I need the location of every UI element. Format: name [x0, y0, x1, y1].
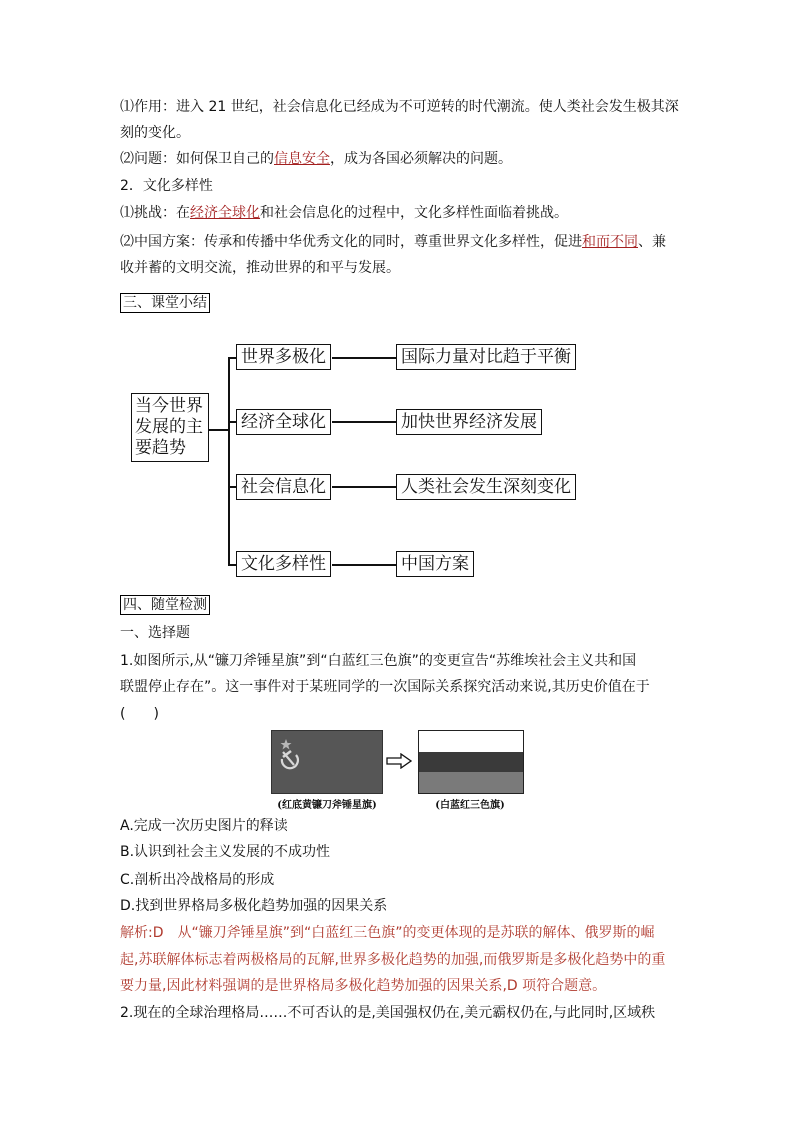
option-a: A.完成一次历史图片的释读	[120, 818, 288, 834]
arrow-icon	[386, 753, 412, 769]
result-china-plan: 中国方案	[396, 551, 474, 577]
result-society: 人类社会发生深刻变化	[396, 474, 576, 500]
underlined-term: 和而不同	[582, 234, 638, 250]
result-economy: 加快世界经济发展	[396, 409, 542, 435]
summary-heading: 三、课堂小结	[120, 293, 210, 313]
connector	[332, 421, 396, 423]
text: 和社会信息化的过程中，文化多样性面临着挑战。	[260, 205, 568, 221]
option-b: B.认识到社会主义发展的不成功性	[120, 844, 331, 860]
branch-cultural-diversity: 文化多样性	[236, 551, 331, 577]
option-d: D.找到世界格局多极化趋势加强的因果关系	[120, 898, 388, 914]
connector	[228, 421, 236, 423]
option-c: C.剖析出冷战格局的形成	[120, 872, 275, 888]
text: ⑵中国方案：传承和传播中华优秀文化的同时，尊重世界文化多样性，促进	[120, 234, 582, 250]
text: ⑴挑战：在	[120, 205, 190, 221]
analysis-line2: 起,苏联解体标志着两极格局的瓦解,世界多极化趋势的加强,而俄罗斯是多极化趋势中的重	[120, 952, 666, 968]
question1-line2: 联盟停止存在”。这一事件对于某班同学的一次国际关系探究活动来说,其历史价值在于	[120, 679, 650, 695]
connector	[209, 429, 229, 431]
section-title: 2．文化多样性	[120, 178, 213, 194]
branch-informatization: 社会信息化	[236, 474, 331, 500]
result-balance: 国际力量对比趋于平衡	[396, 344, 576, 370]
question1-line3: ( )	[120, 706, 159, 722]
underlined-term: 信息安全	[274, 151, 330, 167]
paragraph-effect-line1: ⑴作用：进入 21 世纪，社会信息化已经成为不可逆转的时代潮流。使人类社会发生极其深	[120, 99, 679, 115]
russia-flag-image	[418, 730, 524, 794]
caption-russia-flag: (白蓝红三色旗)	[435, 800, 505, 811]
paragraph-challenge	[120, 203, 680, 223]
soviet-flag-image	[271, 730, 383, 794]
paragraph-china-plan	[120, 232, 680, 252]
branch-globalization: 经济全球化	[236, 409, 331, 435]
caption-soviet-flag: (红底黄镰刀斧锤星旗)	[277, 800, 377, 811]
paragraph-effect-line2: 刻的变化。	[120, 125, 190, 141]
paragraph-china-plan-line2: 收并蓄的文明交流，推动世界的和平与发展。	[120, 260, 400, 276]
underlined-term: 经济全球化	[190, 205, 260, 221]
paragraph-problem	[120, 149, 680, 169]
text: 、兼	[638, 234, 666, 250]
summary-heading-wrap	[120, 293, 680, 313]
connector	[228, 486, 236, 488]
test-heading: 四、随堂检测	[120, 595, 210, 615]
connector	[332, 564, 396, 566]
connector	[228, 357, 236, 359]
text: ，成为各国必须解决的问题。	[330, 151, 512, 167]
mindmap-root: 当今世界发展的主要趋势	[131, 393, 209, 462]
connector	[228, 564, 236, 566]
test-heading-wrap	[120, 595, 680, 615]
question1-line1: 1.如图所示,从“镰刀斧锤星旗”到“白蓝红三色旗”的变更宣告“苏维埃社会主义共和国	[120, 653, 637, 669]
branch-multipolar: 世界多极化	[236, 344, 331, 370]
analysis-line3: 要力量,因此材料强调的是世界格局多极化趋势加强的因果关系,D 项符合题意。	[120, 978, 607, 994]
question-type: 一、选择题	[120, 625, 190, 641]
connector	[332, 357, 396, 359]
analysis-line1: 解析:D 从“镰刀斧锤星旗”到“白蓝红三色旗”的变更体现的是苏联的解体、俄罗斯的崛	[120, 925, 655, 941]
connector-vertical	[228, 357, 230, 564]
connector	[332, 486, 396, 488]
text: ⑵问题：如何保卫自己的	[120, 151, 274, 167]
question2-line1: 2.现在的全球治理格局……不可否认的是,美国强权仍在,美元霸权仍在,与此同时,区域秩	[120, 1005, 656, 1021]
